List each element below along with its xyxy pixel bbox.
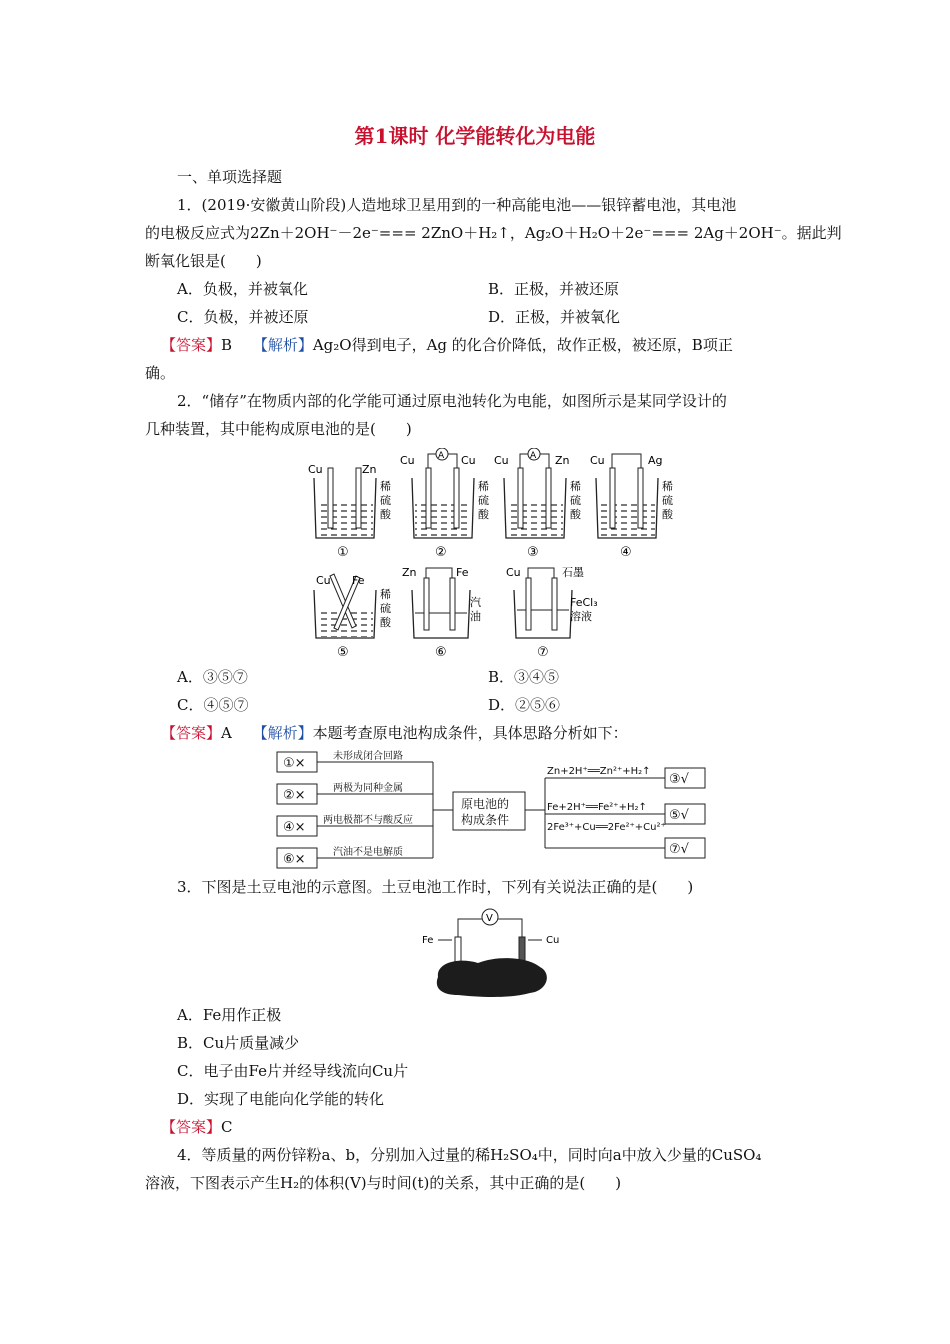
svg-text:Cu: Cu — [506, 566, 521, 579]
q1-option-b: B．正极，并被还原 — [488, 280, 620, 298]
svg-text:⑦: ⑦ — [537, 645, 549, 660]
svg-text:④: ④ — [620, 545, 632, 560]
svg-text:溶液: 溶液 — [570, 610, 592, 623]
q3-option-d: D．实现了电能向化学能的转化 — [177, 1090, 385, 1108]
cell-1-liquid: 稀 — [380, 480, 391, 493]
q2-option-d: D．②⑤⑥ — [488, 696, 561, 714]
svg-text:酸: 酸 — [380, 616, 391, 629]
cu-label: Cu — [546, 935, 560, 946]
q1-option-a: A．负极，并被氧化 — [177, 280, 308, 298]
flow-center-1: 原电池的 — [461, 797, 510, 811]
svg-text:Cu: Cu — [316, 574, 331, 587]
cell-2-meter: A — [438, 451, 445, 461]
q3-stem: 3．下图是土豆电池的示意图。土豆电池工作时，下列有关说法正确的是( ) — [177, 878, 694, 896]
q1-option-d: D．正极，并被氧化 — [488, 308, 621, 326]
svg-text:Fe: Fe — [456, 566, 469, 579]
cell-6 — [402, 566, 481, 660]
svg-text:硫: 硫 — [570, 494, 581, 507]
q2-answer: A — [221, 724, 232, 742]
svg-text:硫: 硫 — [380, 494, 391, 507]
flow-right-1: ③√ — [669, 772, 689, 787]
svg-text:A: A — [530, 451, 537, 461]
svg-text:FeCl₃: FeCl₃ — [570, 596, 598, 609]
q1-stem-1: 1．(2019·安徽黄山阶段)人造地球卫星用到的一种高能电池——银锌蓄电池，其电池 — [177, 196, 737, 214]
q2-flow-diagram — [275, 748, 715, 872]
q1-answer-line — [161, 331, 733, 359]
page-title: 第1课时 化学能转化为电能 — [354, 124, 596, 148]
flow-reason-4: 汽油不是电解质 — [333, 847, 403, 858]
flow-left-3: ④× — [283, 820, 306, 835]
cell-5 — [314, 574, 392, 660]
q1-option-c: C．负极，并被还原 — [177, 308, 309, 326]
svg-text:酸: 酸 — [570, 508, 581, 521]
svg-text:稀: 稀 — [662, 480, 673, 493]
svg-text:酸: 酸 — [662, 508, 673, 521]
svg-text:Zn: Zn — [402, 566, 417, 579]
svg-text:酸: 酸 — [380, 508, 391, 521]
svg-text:Cu: Cu — [494, 454, 509, 467]
svg-text:③: ③ — [527, 545, 539, 560]
flow-reason-3: 两电极都不与酸反应 — [323, 815, 413, 826]
q3-option-b: B．Cu片质量减少 — [177, 1034, 300, 1052]
q1-answer: B — [221, 336, 233, 354]
answer-tag: 【答案】 — [161, 336, 222, 354]
section-heading: 一、单项选择题 — [177, 168, 283, 186]
svg-text:Zn: Zn — [555, 454, 570, 467]
svg-text:②: ② — [435, 545, 447, 560]
cell-4 — [590, 454, 674, 560]
svg-text:石墨: 石墨 — [562, 566, 584, 579]
svg-text:Cu: Cu — [590, 454, 605, 467]
flow-reaction-3: 2Fe³⁺+Cu══2Fe²⁺+Cu²⁺ — [547, 822, 666, 833]
flow-left-1: ①× — [283, 756, 306, 771]
cell-2 — [400, 448, 490, 560]
flow-left-4: ⑥× — [283, 852, 306, 867]
q2-stem-1: 2．“储存”在物质内部的化学能可通过原电池转化为电能，如图所示是某同学设计的 — [177, 392, 727, 410]
q2-cells-figure — [300, 448, 690, 663]
svg-text:硫: 硫 — [662, 494, 673, 507]
q2-option-b: B．③④⑤ — [488, 668, 560, 686]
svg-text:酸: 酸 — [478, 508, 489, 521]
flow-right-2: ⑤√ — [669, 808, 689, 823]
cell-1-number: ① — [337, 545, 349, 560]
q2-answer-line — [161, 719, 628, 747]
svg-text:⑥: ⑥ — [435, 645, 447, 660]
q1-analysis-2: 确。 — [145, 364, 176, 382]
svg-text:硫: 硫 — [478, 494, 489, 507]
flow-center-2: 构成条件 — [461, 813, 510, 827]
flow-reason-2: 两极为同种金属 — [333, 783, 403, 794]
fe-label: Fe — [422, 935, 434, 946]
q2-option-a: A．③⑤⑦ — [177, 668, 248, 686]
q1-stem-3: 断氧化银是( ) — [145, 252, 262, 270]
q3-answer: C — [221, 1118, 233, 1136]
answer-tag: 【答案】 — [161, 724, 222, 742]
svg-text:硫: 硫 — [380, 602, 391, 615]
svg-text:稀: 稀 — [380, 588, 391, 601]
q4-stem-1: 4．等质量的两份锌粉a、b，分别加入过量的稀H₂SO₄中，同时向a中放入少量的CuSO₄ — [177, 1146, 762, 1164]
analysis-tag: 【解析】 — [252, 336, 313, 354]
q3-option-a: A．Fe用作正极 — [177, 1006, 282, 1024]
flow-reason-1: 未形成闭合回路 — [333, 751, 403, 762]
q3-potato-battery — [418, 905, 570, 997]
svg-text:稀: 稀 — [570, 480, 581, 493]
q3-answer-line — [161, 1113, 233, 1141]
q2-stem-2: 几种装置，其中能构成原电池的是( ) — [145, 420, 412, 438]
q1-analysis: Ag₂O得到电子，Ag 的化合价降低，故作正极，被还原，B项正 — [312, 336, 733, 354]
svg-text:汽: 汽 — [470, 596, 481, 609]
flow-right-3: ⑦√ — [669, 842, 689, 857]
svg-text:Ag: Ag — [648, 454, 663, 467]
cell-7 — [506, 566, 598, 660]
svg-text:油: 油 — [470, 610, 481, 623]
q4-stem-2: 溶液，下图表示产生H₂的体积(V)与时间(t)的关系，其中正确的是( ) — [145, 1174, 622, 1192]
q3-option-c: C．电子由Fe片并经导线流向Cu片 — [177, 1062, 409, 1080]
q2-analysis: 本题考查原电池构成条件，具体思路分析如下： — [312, 724, 628, 742]
flow-reaction-2: Fe+2H⁺══Fe²⁺+H₂↑ — [547, 802, 647, 813]
cell-1-right-label: Zn — [362, 463, 377, 476]
voltmeter-label: V — [486, 913, 493, 924]
q2-option-c: C．④⑤⑦ — [177, 696, 249, 714]
answer-tag: 【答案】 — [161, 1118, 222, 1136]
q1-stem-2: 的电极反应式为2Zn＋2OH⁻－2e⁻=== 2ZnO＋H₂↑，Ag₂O＋H₂O＋2e⁻=== 2Ag＋2OH⁻。据此判 — [145, 224, 842, 242]
svg-text:Fe: Fe — [352, 574, 365, 587]
svg-text:⑤: ⑤ — [337, 645, 349, 660]
svg-text:Cu: Cu — [461, 454, 476, 467]
flow-reaction-1: Zn+2H⁺══Zn²⁺+H₂↑ — [547, 766, 651, 777]
flow-left-2: ②× — [283, 788, 306, 803]
svg-text:稀: 稀 — [478, 480, 489, 493]
analysis-tag: 【解析】 — [252, 724, 313, 742]
cell-3 — [494, 448, 582, 560]
cell-1-left-label: Cu — [308, 463, 323, 476]
cell-1 — [308, 463, 392, 560]
svg-text:Cu: Cu — [400, 454, 415, 467]
